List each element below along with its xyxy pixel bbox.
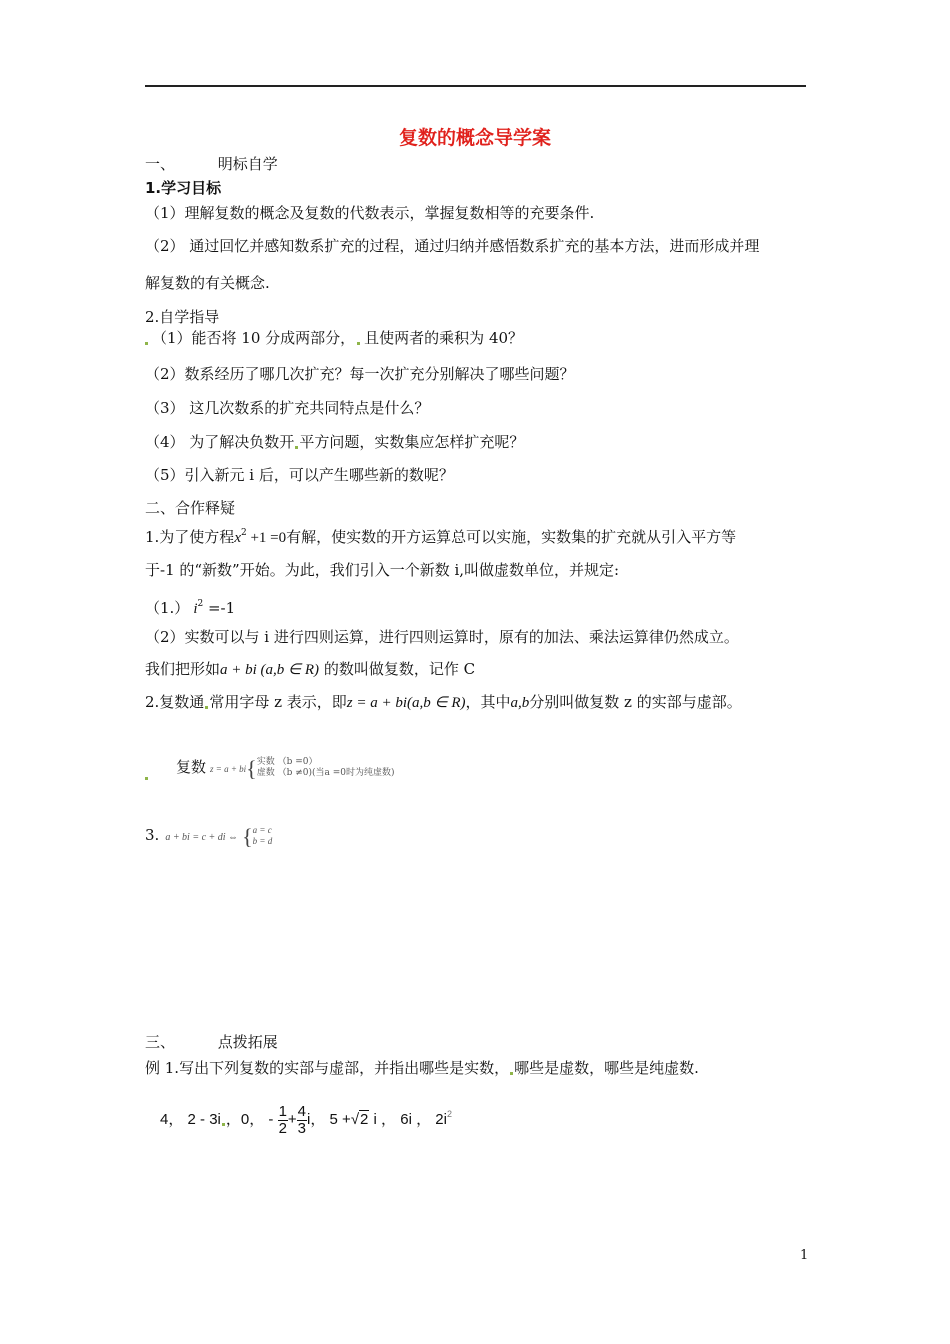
question-1: （1）能否将 10 分成两部分， 且使两者的乘积为 40？ (145, 328, 523, 348)
rule-1: （1.） $i^2 =-1$ (145, 599, 236, 617)
brace-symbol: { (242, 824, 253, 849)
goal-1: （1）理解复数的概念及复数的代数表示，掌握复数相等的充要条件. (145, 204, 595, 222)
square-root-icon: √ (350, 1111, 360, 1128)
edit-mark-icon (205, 706, 208, 709)
example-1-list: 4， 2 - 3i ，0， - $\frac{1}{2}$ + $\frac{4}{3}$ i， 5 +√2 i ， 6i ， $2i^2$ (160, 1102, 452, 1137)
goal-2-line-1: （2） 通过回忆并感知数系扩充的过程，通过归纳并感悟数系扩充的基本方法，进而形成并理 (145, 237, 760, 255)
page-title: 复数的概念导学案 (398, 127, 551, 149)
example-1-prompt: 例 1.写出下列复数的实部与虚部，并指出哪些是实数， 哪些是虚数，哪些是纯虚数. (145, 1059, 699, 1077)
classification-diagram: 复数 z = a + bi{ 实数 （b =0） 虚数 （b ≠0)(当a =0时为纯虚数) (145, 757, 395, 780)
section-three-heading (145, 1032, 278, 1052)
page-number: 1 (800, 1248, 809, 1263)
section-number: 一、 (145, 155, 176, 173)
fraction-four-thirds: $\frac{4}{3}$ (297, 1102, 307, 1137)
section-title: 明标自学 (217, 155, 278, 173)
rule-2: （2）实数可以与 i 进行四则运算，进行四则运算时，原有的加法、乘法运算律仍然成立。 (145, 628, 739, 646)
section-title: 点拨拓展 (217, 1033, 278, 1051)
edit-mark-icon (222, 1123, 225, 1126)
paragraph-2: 2.复数通 常用字母 z 表示，即z = a + bi(a,b ∈ R)，其中a,b分别叫做复数 z 的实部与虚部。 (145, 693, 742, 711)
complex-definition: 我们把形如a + bi (a,b ∈ R) 的数叫做复数，记作 C (145, 660, 476, 678)
edit-mark-icon (145, 342, 148, 345)
question-5: （5）引入新元 i 后，可以产生哪些新的数呢？ (145, 466, 454, 484)
section-one-heading (145, 154, 278, 174)
edit-mark-icon (510, 1072, 513, 1075)
paragraph-1-line-1: 1.为了使方程$x^2 +1 =0$有解，使实数的开方运算总可以实施，实数集的扩充就从引入平方等 (145, 528, 737, 546)
goals-heading: 1.学习目标 (145, 179, 222, 197)
question-4: （4） 为了解决负数开 平方问题，实数集应怎样扩充呢？ (145, 433, 525, 451)
paragraph-1-line-2: 于-1 的“新数”开始。为此，我们引入一个新数 i,叫做虚数单位，并规定: (145, 561, 620, 579)
edit-mark-icon (145, 777, 148, 780)
classification-label: 复数 (176, 758, 207, 776)
question-3: （3） 这几次数系的扩充共同特点是什么？ (145, 399, 430, 417)
brace-symbol: { (246, 756, 257, 781)
section-number: 三、 (145, 1033, 176, 1051)
equality-condition: 3. a + bi = c + di ⇔ { a = c b = d (145, 824, 273, 849)
header-rule (145, 85, 806, 87)
goal-2-line-2: 解复数的有关概念. (145, 274, 270, 292)
edit-mark-icon (357, 342, 360, 345)
question-2: （2）数系经历了哪几次扩充？每一次扩充分别解决了哪些问题？ (145, 365, 575, 383)
fraction-one-half: $\frac{1}{2}$ (278, 1102, 287, 1137)
edit-mark-icon (295, 446, 298, 449)
guide-heading: 2.自学指导 (145, 308, 220, 326)
section-two-heading: 二、合作释疑 (145, 499, 236, 517)
